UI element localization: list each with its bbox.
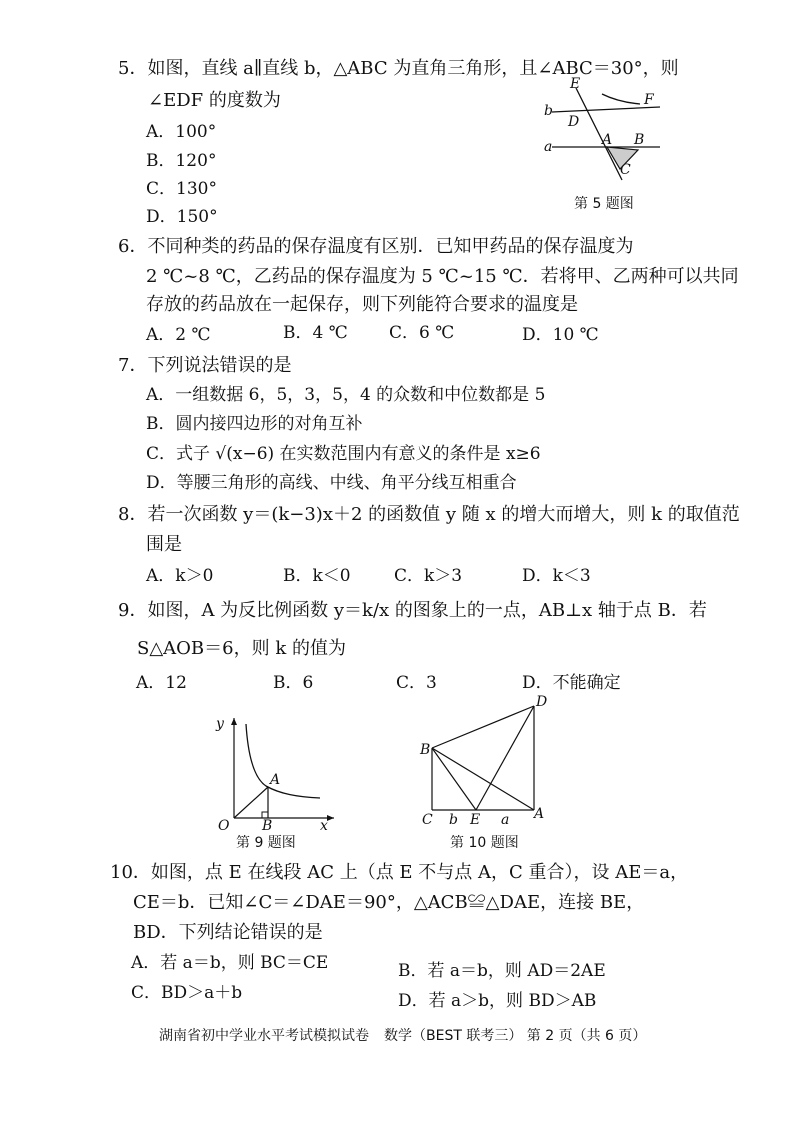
q10-stem-line3: BD．下列结论错误的是 — [133, 922, 323, 943]
q10-option-a: A．若 a＝b，则 BC＝CE — [131, 953, 329, 973]
q7-option-d: D．等腰三角形的高线、中线、角平分线互相重合 — [146, 473, 517, 493]
q10-label-a: A — [534, 806, 545, 822]
q10-option-b: B．若 a＝b，则 AD＝2AE — [398, 961, 606, 981]
q5-label-vertex-b: B — [634, 132, 645, 148]
q7-option-b: B．圆内接四边形的对角互补 — [146, 414, 363, 434]
q5-ray-df — [602, 94, 640, 104]
q7-option-c: C．式子 √(x−6) 在实数范围内有意义的条件是 x≥6 — [146, 444, 541, 464]
q9-figure — [208, 706, 340, 832]
q8-option-b: B．k＜0 — [283, 566, 351, 586]
q5-line-ef — [576, 88, 622, 180]
q6-stem-line1: 6．不同种类的药品的保存温度有区别．已知甲药品的保存温度为 — [118, 236, 634, 257]
q6-stem-line3: 存放的药品放在一起保存，则下列能符合要求的温度是 — [146, 294, 578, 315]
q10-stem-line2: CE＝b．已知∠C＝∠DAE＝90°，△ACB≌△DAE，连接 BE， — [133, 892, 645, 913]
q5-label-a: a — [544, 139, 553, 155]
q10-label-b-length: b — [449, 812, 458, 826]
q10-option-c: C．BD＞a＋b — [131, 983, 243, 1003]
q9-option-c: C．3 — [396, 673, 437, 693]
q9-option-a: A．12 — [136, 673, 187, 693]
q6-stem-line2: 2 ℃~8 ℃，乙药品的保存温度为 5 ℃~15 ℃．若将甲、乙两种可以共同 — [146, 266, 739, 287]
q5-stem-line1: 5．如图，直线 a∥直线 b，△ABC 为直角三角形，且∠ABC＝30°，则 — [118, 58, 679, 79]
q9-stem-line2: S△AOB＝6，则 k 的值为 — [137, 638, 346, 659]
q5-option-d: D．150° — [146, 207, 218, 227]
q10-stem-line1: 10．如图，点 E 在线段 AC 上（点 E 不与点 A，C 重合），设 AE＝a， — [110, 862, 689, 883]
q5-label-f: F — [644, 92, 654, 108]
q9-option-d: D．不能确定 — [522, 673, 621, 693]
q5-figure-caption: 第 5 题图 — [574, 196, 634, 212]
q5-figure — [540, 74, 670, 190]
q10-segment-ed — [476, 706, 534, 810]
q9-label-o: O — [218, 818, 230, 832]
q6-option-d: D．10 ℃ — [522, 325, 599, 345]
q9-label-a: A — [270, 772, 281, 788]
q8-option-c: C．k＞3 — [394, 566, 463, 586]
q6-option-c: C．6 ℃ — [389, 323, 455, 343]
q10-label-a-length: a — [501, 812, 510, 826]
q7-stem: 7．下列说法错误的是 — [118, 355, 292, 376]
q9-option-b: B．6 — [273, 673, 314, 693]
q8-option-a: A．k＞0 — [146, 566, 214, 586]
q6-option-a: A．2 ℃ — [146, 325, 211, 345]
q10-segment-ba — [432, 748, 534, 810]
q9-hyperbola — [246, 724, 320, 798]
q5-label-vertex-a: A — [602, 132, 613, 148]
q10-label-d: D — [536, 694, 548, 710]
q10-label-e: E — [470, 812, 481, 826]
q9-stem-line1: 9．如图，A 为反比例函数 y＝k/x 的图象上的一点，AB⊥x 轴于点 B．若 — [118, 600, 707, 621]
q5-stem-line2: ∠EDF 的度数为 — [148, 90, 281, 111]
q5-label-e: E — [570, 76, 581, 92]
q5-option-b: B．120° — [146, 151, 217, 171]
footer-exam-title: 湖南省初中学业水平考试模拟试卷 — [159, 1028, 369, 1044]
q8-option-d: D．k＜3 — [522, 566, 591, 586]
q5-label-d: D — [568, 114, 580, 130]
q10-label-b: B — [420, 742, 431, 758]
q6-option-b: B．4 ℃ — [283, 323, 348, 343]
q5-option-a: A．100° — [146, 122, 217, 142]
q5-option-c: C．130° — [146, 179, 217, 199]
q10-option-d: D．若 a＞b，则 BD＞AB — [398, 991, 597, 1011]
q9-segment-oa — [234, 787, 268, 818]
q10-figure — [418, 692, 558, 826]
footer-page-info: 数学（BEST 联考三） 第 2 页（共 6 页） — [384, 1028, 647, 1044]
q5-label-vertex-c: C — [620, 162, 631, 178]
q9-label-b: B — [262, 818, 273, 832]
q10-segment-bd — [432, 706, 534, 748]
q9-label-x: x — [320, 818, 328, 832]
q9-label-y: y — [216, 716, 224, 732]
q8-stem-line1: 8．若一次函数 y＝(k−3)x＋2 的函数值 y 随 x 的增大而增大，则 k 的取值范 — [118, 504, 740, 525]
q5-label-b: b — [544, 103, 553, 119]
q8-stem-line2: 围是 — [146, 534, 182, 555]
q9-figure-caption: 第 9 题图 — [236, 835, 296, 851]
q10-segment-be — [432, 748, 476, 810]
q10-figure-caption: 第 10 题图 — [450, 835, 519, 851]
q10-label-c: C — [422, 812, 433, 826]
q7-option-a: A．一组数据 6，5，3，5，4 的众数和中位数都是 5 — [146, 385, 546, 405]
